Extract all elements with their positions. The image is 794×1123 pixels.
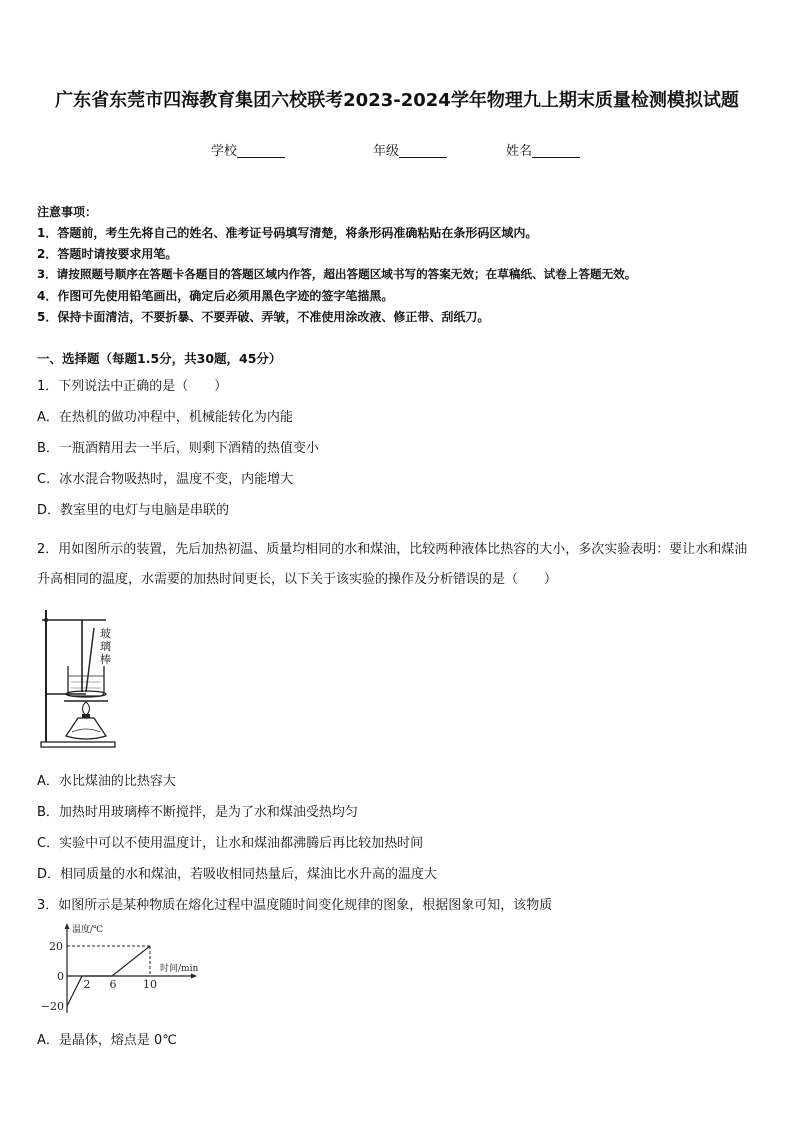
note-item: 5．保持卡面清洁，不要折暴、不要弄破、弄皱，不准使用涂改液、修正带、刮纸刀。 — [37, 310, 490, 324]
y-axis-arrow — [65, 923, 70, 929]
y-tick-label: 0 — [57, 970, 64, 983]
name-field — [506, 140, 580, 159]
q1-option-b: B．一瓶酒精用去一半后，则剩下酒精的热值变小 — [37, 441, 319, 456]
q1-stem: 1．下列说法中正确的是（ ） — [37, 379, 228, 394]
name-blank — [532, 143, 580, 158]
melting-graph-figure — [36, 921, 208, 1015]
y-tick-label: −20 — [40, 1000, 64, 1013]
x-tick-label: 2 — [83, 978, 91, 991]
page-title: 广东省东莞市四海教育集团六校联考2023-2024学年物理九上期末质量检测模拟试题 — [55, 90, 739, 111]
q1-option-a: A．在热机的做功冲程中，机械能转化为内能 — [37, 410, 293, 425]
grade-blank — [399, 143, 447, 158]
x-axis-label: 时间/min — [160, 964, 199, 974]
q2-option-b: B．加热时用玻璃棒不断搅拌，是为了水和煤油受热均匀 — [37, 805, 358, 820]
q3-stem: 3．如图所示是某种物质在熔化过程中温度随时间变化规律的图象，根据图象可知，该物质 — [37, 898, 553, 913]
x-axis-arrow — [191, 974, 197, 979]
q1-option-d: D．教室里的电灯与电脑是串联的 — [37, 503, 230, 518]
q3-option-a: A．是晶体，熔点是 0℃ — [37, 1033, 177, 1048]
q2-option-a: A．水比煤油的比热容大 — [37, 774, 176, 789]
y-axis-label: 温度/℃ — [72, 925, 104, 935]
school-field — [211, 140, 285, 159]
note-item: 3．请按照题号顺序在答题卡各题目的答题区域内作答，超出答题区域书写的答案无效；在草稿纸、试卷上答题无效。 — [37, 267, 637, 281]
y-tick-label: 20 — [49, 940, 63, 953]
school-blank — [237, 143, 285, 158]
grade-label: 年级 — [373, 144, 400, 159]
name-label: 姓名 — [506, 144, 533, 159]
notes-heading: 注意事项： — [37, 205, 98, 219]
section-heading: 一、选择题（每题1.5分，共30题，45分） — [37, 351, 282, 366]
q2-option-d: D．相同质量的水和煤油，若吸收相同热量后，煤油比水升高的温度大 — [37, 867, 438, 882]
grade-field — [373, 140, 447, 159]
x-tick-label: 10 — [143, 978, 157, 991]
note-item: 2．答题时请按要求用笔。 — [37, 247, 178, 261]
note-item: 1．答题前，考生先将自己的姓名、准考证号码填写清楚，将条形码准确粘贴在条形码区域内。 — [37, 226, 538, 240]
school-label: 学校 — [211, 144, 238, 159]
x-tick-label: 6 — [109, 978, 117, 991]
q1-option-c: C．冰水混合物吸热时，温度不变，内能增大 — [37, 472, 294, 487]
note-item: 4．作图可先使用铅笔画出，确定后必须用黑色字迹的签字笔描黑。 — [37, 289, 394, 303]
q2-stem: 2．用如图所示的装置，先后加热初温、质量均相同的水和煤油，比较两种液体比热容的大小，多次实验表明：要让水和煤油升高相同的温度，水需要的加热时间更长，以下关于该实验的操作及分析错误的是（ ） — [37, 542, 748, 587]
q2-option-c: C．实验中可以不使用温度计，让水和煤油都沸腾后再比较加热时间 — [37, 836, 424, 851]
glass-rod-label: 玻璃棒 — [100, 627, 111, 666]
